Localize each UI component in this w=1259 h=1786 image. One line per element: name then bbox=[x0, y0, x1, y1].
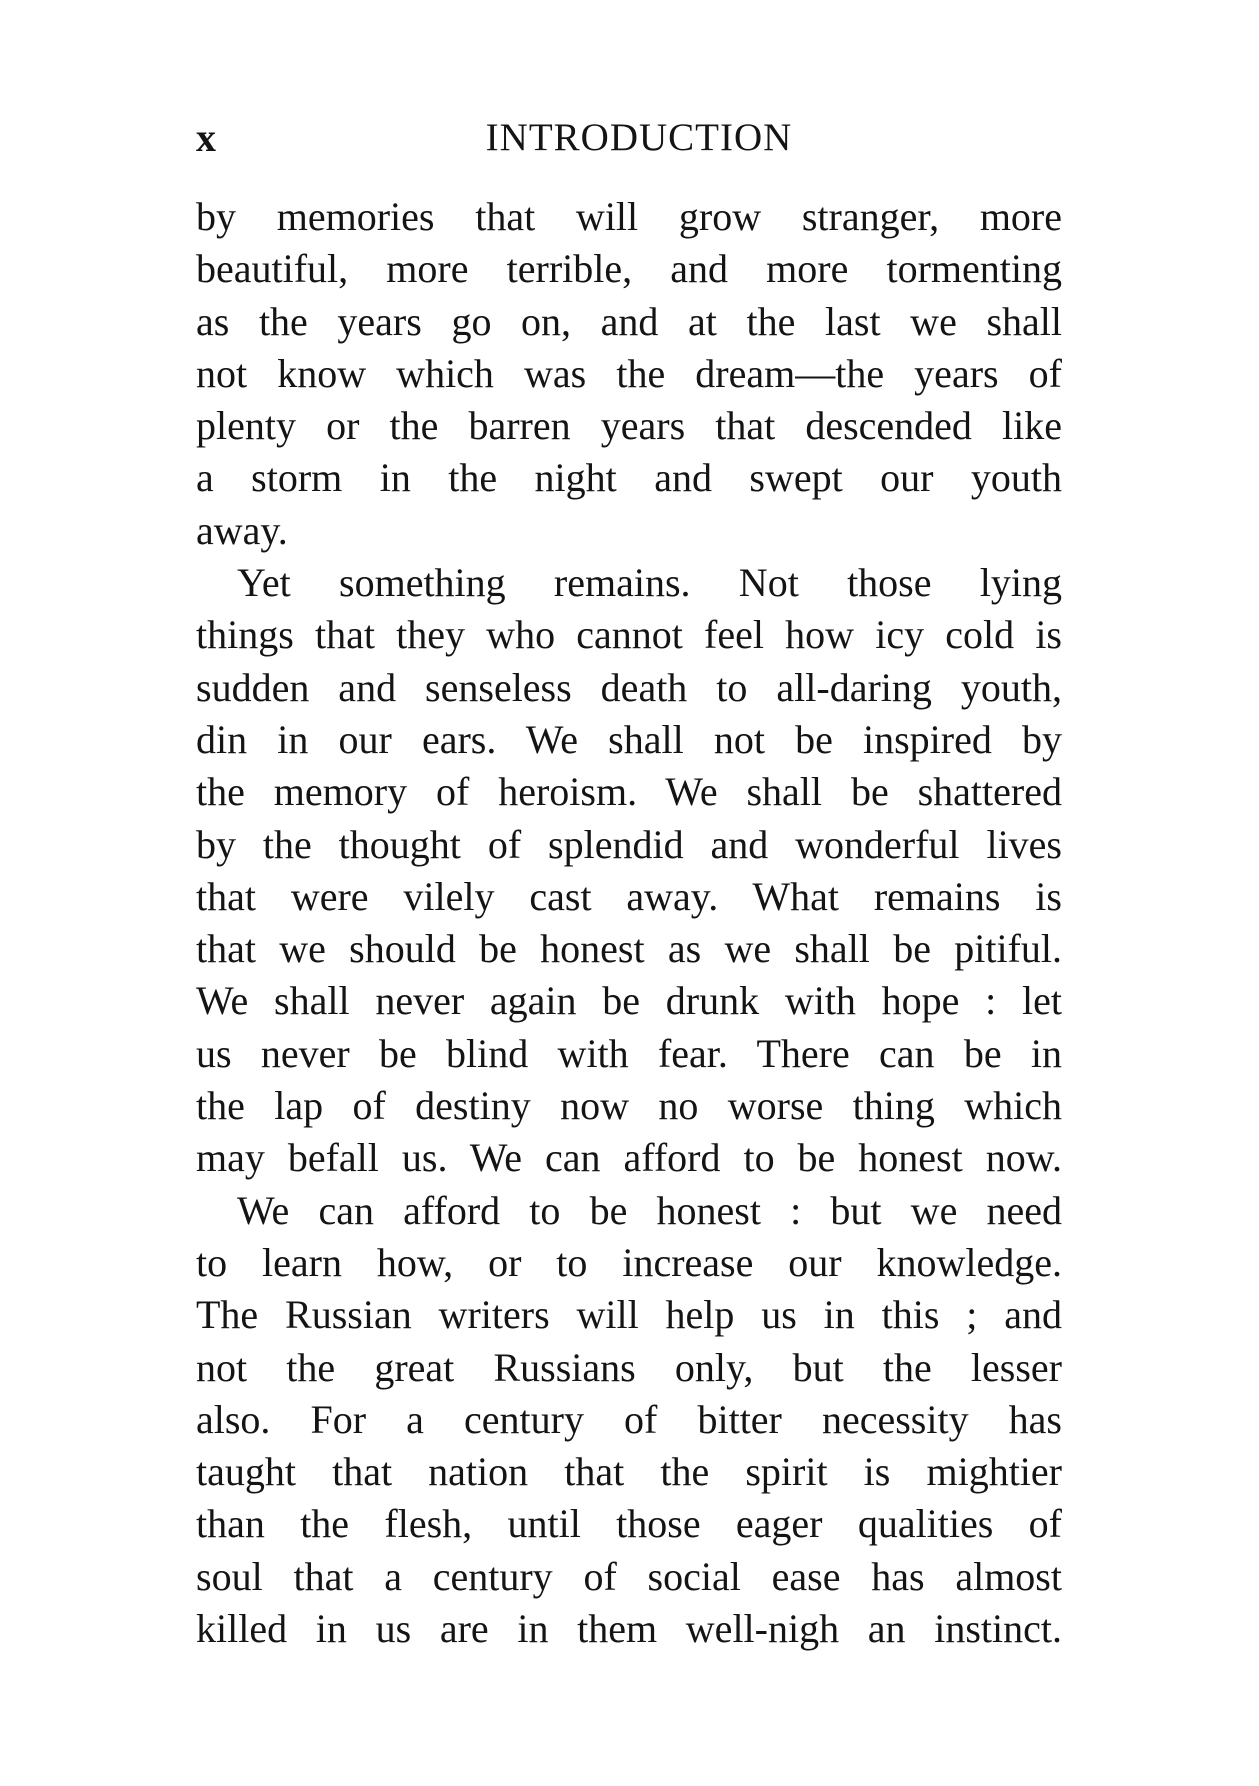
text-line: beautiful, more terrible, and more tormenting bbox=[196, 246, 1062, 292]
text-line: a storm in the night and swept our youth bbox=[196, 455, 1062, 501]
text-line: may befall us. We can afford to be honest now. bbox=[196, 1135, 1062, 1181]
text-line: soul that a century of social ease has almost bbox=[196, 1553, 1062, 1599]
text-line: that we should be honest as we shall be pitiful. bbox=[196, 926, 1062, 972]
text-line: things that they who cannot feel how icy cold is bbox=[196, 612, 1062, 658]
text-line: not the great Russians only, but the lesser bbox=[196, 1344, 1062, 1390]
text-line: us never be blind with fear. There can be in bbox=[196, 1030, 1062, 1076]
running-head bbox=[196, 113, 1062, 163]
paragraph-start-line: We can afford to be honest : but we need bbox=[237, 1187, 1062, 1233]
running-title: INTRODUCTION bbox=[485, 116, 793, 159]
text-line: also. For a century of bitter necessity has bbox=[196, 1396, 1062, 1442]
text-line: to learn how, or to increase our knowledge. bbox=[196, 1239, 1062, 1285]
text-line: The Russian writers will help us in this ; and bbox=[196, 1292, 1062, 1338]
text-line: as the years go on, and at the last we shall bbox=[196, 298, 1062, 344]
text-line: din in our ears. We shall not be inspired by bbox=[196, 716, 1062, 762]
text-line: taught that nation that the spirit is mightier bbox=[196, 1449, 1062, 1495]
text-line: plenty or the barren years that descended like bbox=[196, 403, 1062, 449]
text-line: that were vilely cast away. What remains is bbox=[196, 873, 1062, 919]
text-line: We shall never again be drunk with hope : let bbox=[196, 978, 1062, 1024]
text-line: sudden and senseless death to all-daring youth, bbox=[196, 664, 1062, 710]
text-line: killed in us are in them well-nigh an instinct. bbox=[196, 1606, 1062, 1652]
text-line: than the flesh, until those eager qualities of bbox=[196, 1501, 1062, 1547]
text-line: by the thought of splendid and wonderful lives bbox=[196, 821, 1062, 867]
text-line: away. bbox=[196, 507, 288, 553]
paragraph-start-line: Yet something remains. Not those lying bbox=[237, 560, 1062, 606]
text-line: by memories that will grow stranger, more bbox=[196, 194, 1062, 239]
body-text bbox=[196, 191, 1062, 1655]
text-line: the memory of heroism. We shall be shattered bbox=[196, 769, 1062, 815]
text-line: not know which was the dream—the years of bbox=[196, 350, 1062, 396]
page-number: x bbox=[196, 115, 216, 160]
text-line: the lap of destiny now no worse thing which bbox=[196, 1083, 1062, 1129]
